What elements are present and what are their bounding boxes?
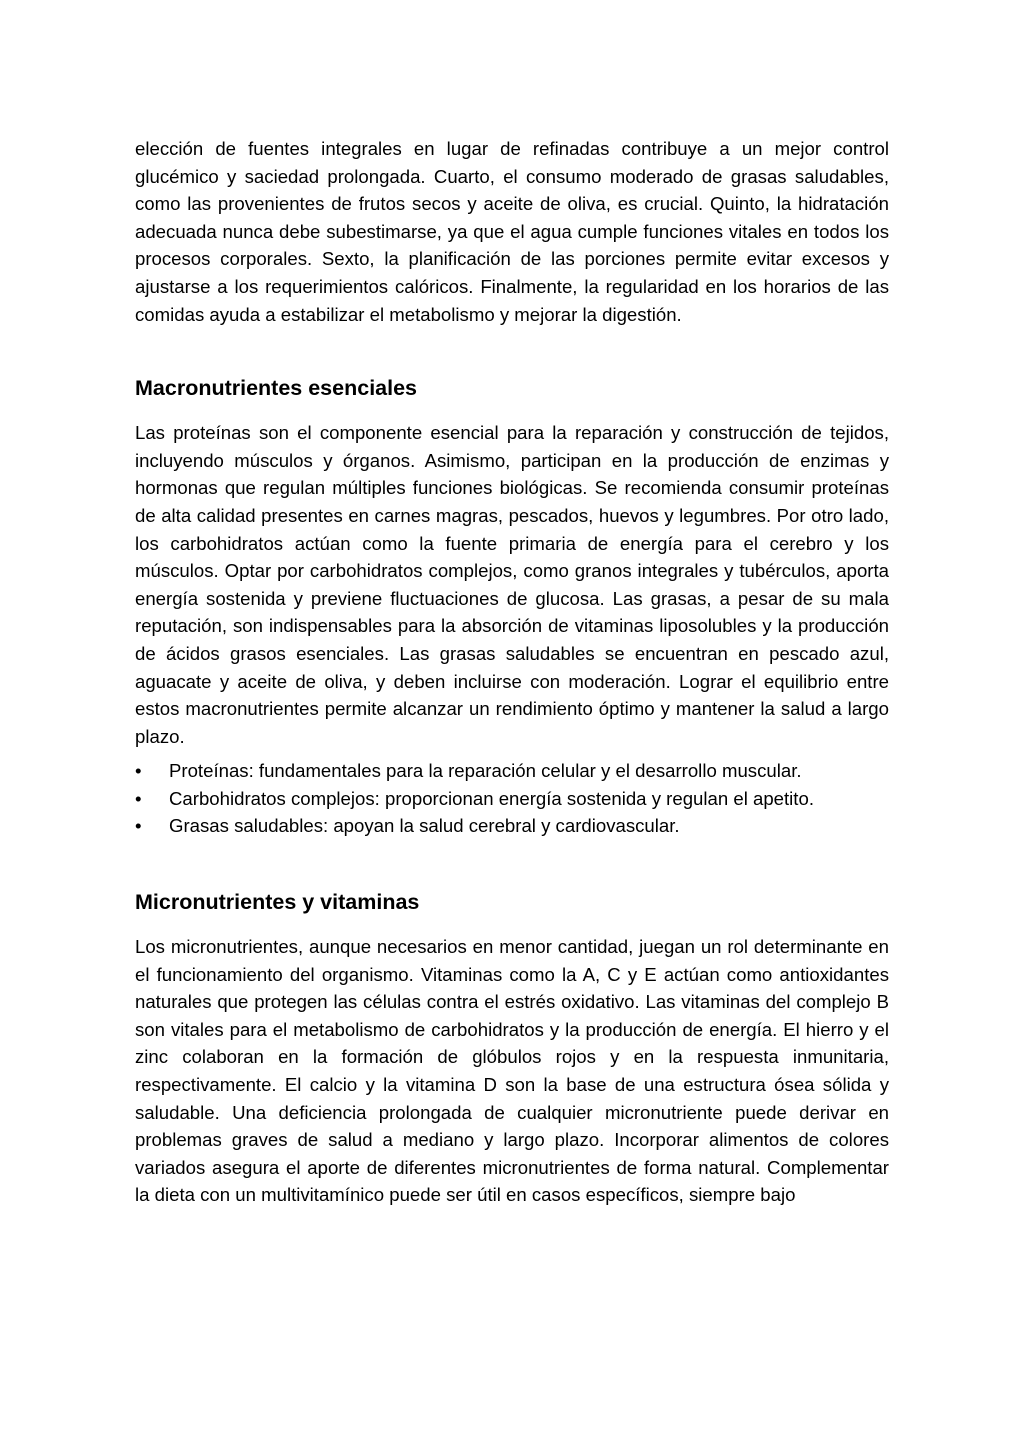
section-heading-micronutrients: Micronutrientes y vitaminas	[135, 890, 420, 915]
section-heading-macronutrients: Macronutrientes esenciales	[135, 376, 418, 401]
list-item	[135, 757, 889, 785]
micronutrients-paragraph: Los micronutrientes, aunque necesarios en menor cantidad, juegan un rol determinante en el funcionamiento del organismo. Vitaminas como la A, C y E actúan como antioxidantes naturales que protegen las células contra el estrés oxidativo. Las vitaminas del complejo B son vitales para el metabolismo de carbohidratos y la producción de energía. El hierro y el zinc colaboran en la formación de glóbulos rojos y en la respuesta inmunitaria, respectivamente. El calcio y la vitamina D son la base de una estructura ósea sólida y saludable. Una deficiencia prolongada de cualquier micronutriente puede derivar en problemas graves de salud a mediano y largo plazo. Incorporar alimentos de colores variados asegura el aporte de diferentes micronutrientes de forma natural. Complementar la dieta con un multivitamínico puede ser útil en casos específicos, siempre bajo	[135, 936, 889, 1206]
list-item-text: Grasas saludables: apoyan la salud cerebral y cardiovascular.	[169, 815, 680, 837]
intro-paragraph: elección de fuentes integrales en lugar de refinadas contribuye a un mejor control glucémico y saciedad prolongada. Cuarto, el consumo moderado de grasas saludables, como las provenientes de frutos secos y aceite de oliva, es crucial. Quinto, la hidratación adecuada nunca debe subestimarse, ya que el agua cumple funciones vitales en todos los procesos corporales. Sexto, la planificación de las porciones permite evitar excesos y ajustarse a los requerimientos calóricos. Finalmente, la regularidad en los horarios de las comidas ayuda a estabilizar el metabolismo y mejorar la digestión.	[135, 138, 889, 325]
list-item-text: Carbohidratos complejos: proporcionan energía sostenida y regulan el apetito.	[169, 787, 814, 809]
bullet-icon: •	[135, 787, 142, 809]
macronutrients-paragraph: Las proteínas son el componente esencial para la reparación y construcción de tejidos, incluyendo músculos y órganos. Asimismo, participan en la producción de enzimas y hormonas que regulan múltiples funciones biológicas. Se recomienda consumir proteínas de alta calidad presentes en carnes magras, pescados, huevos y legumbres. Por otro lado, los carbohidratos actúan como la fuente primaria de energía para el cerebro y los músculos. Optar por carbohidratos complejos, como granos integrales y tubérculos, aporta energía sostenida y previene fluctuaciones de glucosa. Las grasas, a pesar de su mala reputación, son indispensables para la absorción de vitaminas liposolubles y la producción de ácidos grasos esenciales. Las grasas saludables se encuentran en pescado azul, aguacate y aceite de oliva, y deben incluirse con moderación. Lograr el equilibrio entre estos macronutrientes permite alcanzar un rendimiento óptimo y mantener la salud a largo plazo.	[135, 422, 889, 747]
list-item	[135, 812, 889, 840]
bullet-icon: •	[135, 815, 142, 837]
bullet-icon: •	[135, 760, 142, 782]
document-page	[135, 135, 889, 1209]
list-item-text: Proteínas: fundamentales para la reparación celular y el desarrollo muscular.	[169, 760, 802, 782]
list-item	[135, 785, 889, 813]
macronutrients-bullet-list	[135, 757, 889, 840]
